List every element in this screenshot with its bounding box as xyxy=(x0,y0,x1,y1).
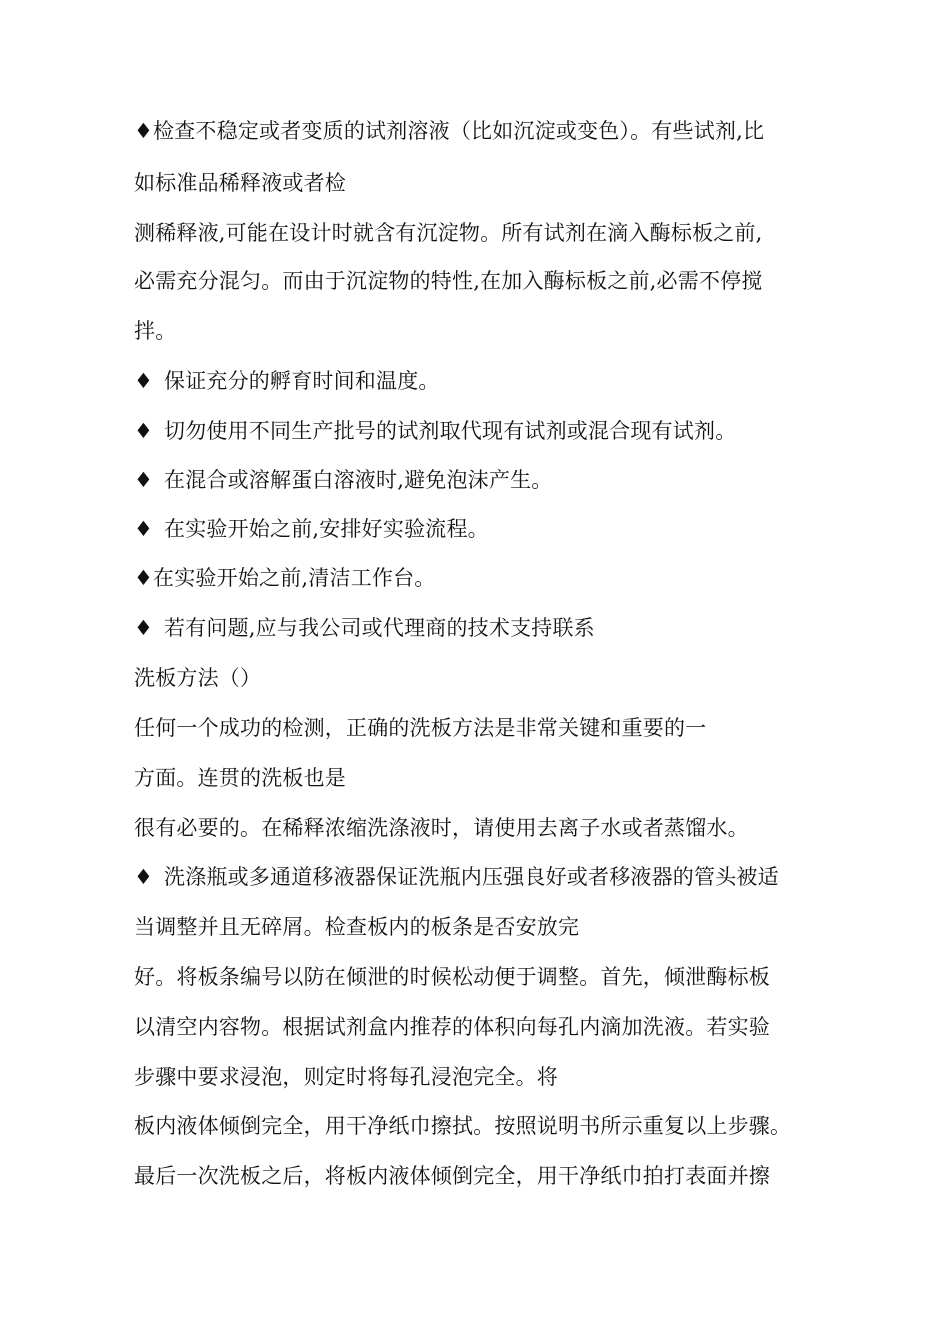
paragraph-line: 拌。 xyxy=(134,319,177,343)
bullet-text: 在实验开始之前,安排好实验流程。 xyxy=(164,517,489,541)
diamond-bullet-icon: ♦ xyxy=(134,468,154,492)
diamond-bullet-icon: ♦ xyxy=(134,517,154,541)
bullet-item xyxy=(134,418,736,444)
paragraph-line: 方面。连贯的洗板也是 xyxy=(134,766,346,790)
diamond-bullet-icon: ♦ xyxy=(134,865,154,889)
bullet-item xyxy=(134,368,440,394)
paragraph-line: 测稀释液,可能在设计时就含有沉淀物。所有试剂在滴入酶标板之前, xyxy=(134,221,763,245)
paragraph-line: 以清空内容物。根据试剂盒内推荐的体积向每孔内滴加洗液。若实验 xyxy=(134,1015,770,1039)
paragraph-line: 板内液体倾倒完全，用干净纸巾擦拭。按照说明书所示重复以上步骤。 xyxy=(134,1114,792,1138)
paragraph-line: 任何一个成功的检测，正确的洗板方法是非常关键和重要的一 xyxy=(134,716,707,740)
paragraph-line: 如标准品稀释液或者检 xyxy=(134,171,346,195)
paragraph-line: 步骤中要求浸泡，则定时将每孔浸泡完全。将 xyxy=(134,1065,558,1089)
diamond-bullet-icon: ♦ xyxy=(134,369,154,393)
paragraph-line: 很有必要的。在稀释浓缩洗涤液时，请使用去离子水或者蒸馏水。 xyxy=(134,816,749,840)
paragraph-line: 必需充分混匀。而由于沉淀物的特性,在加入酶标板之前,必需不停搅 xyxy=(134,269,763,293)
bullet-item xyxy=(134,864,779,890)
paragraph-line: ♦检查不稳定或者变质的试剂溶液（比如沉淀或变色）。有些试剂,比 xyxy=(134,119,765,143)
diamond-bullet-icon: ♦ xyxy=(134,616,154,640)
bullet-text: 在混合或溶解蛋白溶液时,避免泡沫产生。 xyxy=(164,468,553,492)
bullet-item xyxy=(134,615,595,641)
paragraph-line: ♦在实验开始之前,清洁工作台。 xyxy=(134,566,436,590)
paragraph-line: 最后一次洗板之后，将板内液体倾倒完全，用干净纸巾拍打表面并擦 xyxy=(134,1164,770,1188)
section-heading: 洗板方法（） xyxy=(134,666,262,690)
bullet-item xyxy=(134,467,552,493)
bullet-text: 切勿使用不同生产批号的试剂取代现有试剂或混合现有试剂。 xyxy=(164,419,737,443)
bullet-item xyxy=(134,516,489,542)
bullet-text: 洗涤瓶或多通道移液器保证洗瓶内压强良好或者移液器的管头被适 xyxy=(164,865,779,889)
paragraph-line: 当调整并且无碎屑。检查板内的板条是否安放完 xyxy=(134,915,580,939)
bullet-text: 若有问题,应与我公司或代理商的技术支持联系 xyxy=(164,616,595,640)
diamond-bullet-icon: ♦ xyxy=(134,419,154,443)
bullet-text: 保证充分的孵育时间和温度。 xyxy=(164,369,440,393)
paragraph-line: 好。将板条编号以防在倾泄的时候松动便于调整。首先，倾泄酶标板 xyxy=(134,965,770,989)
